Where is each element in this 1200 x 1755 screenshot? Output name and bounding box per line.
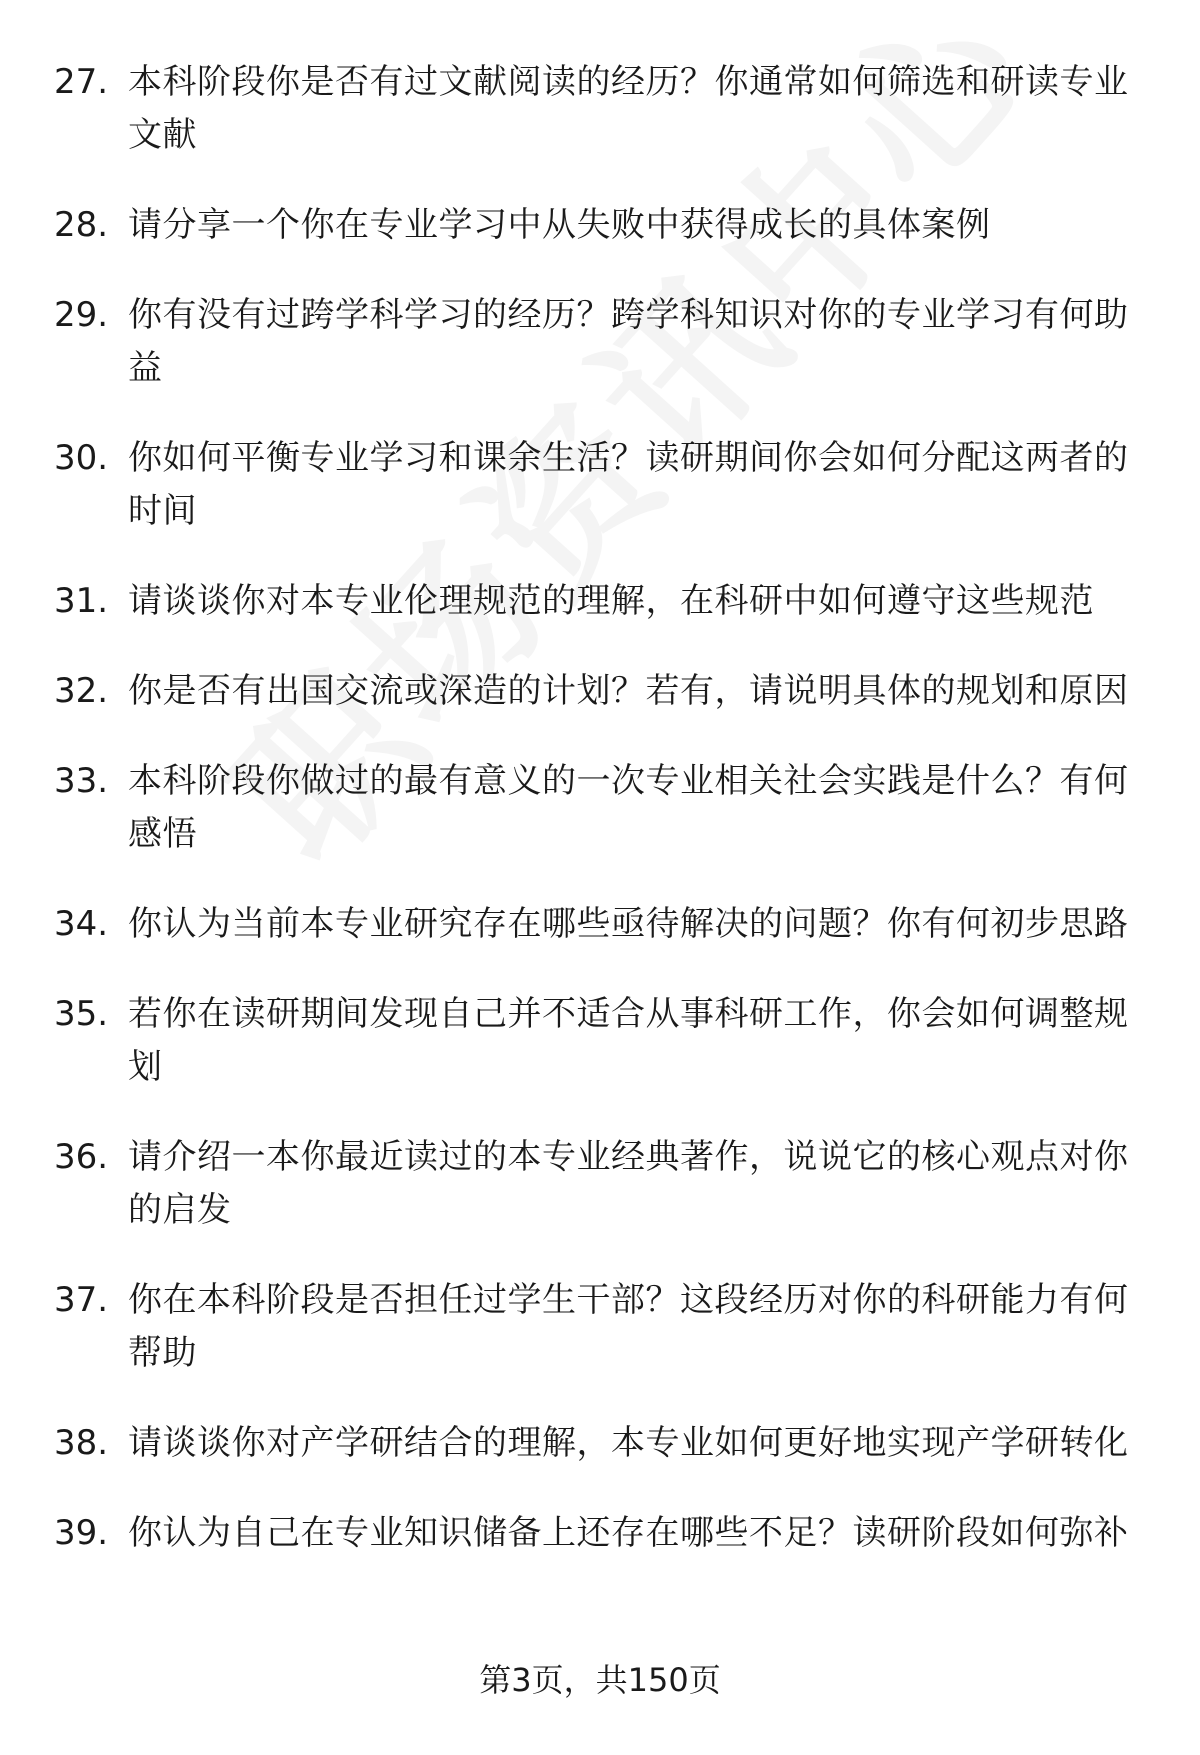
question-text: 你有没有过跨学科学习的经历？跨学科知识对你的专业学习有何助益 <box>128 295 1129 388</box>
question-number: 27. <box>54 62 109 102</box>
question-item <box>0 1131 1200 1237</box>
question-text: 你认为当前本专业研究存在哪些亟待解决的问题？你有何初步思路 <box>128 904 1129 944</box>
question-list <box>0 56 1200 1597</box>
question-item <box>0 432 1200 538</box>
question-text: 你在本科阶段是否担任过学生干部？这段经历对你的科研能力有何帮助 <box>128 1280 1129 1373</box>
question-text: 请谈谈你对本专业伦理规范的理解，在科研中如何遵守这些规范 <box>128 581 1094 621</box>
question-number: 34. <box>54 904 109 944</box>
question-number: 38. <box>54 1423 109 1463</box>
question-text: 请介绍一本你最近读过的本专业经典著作，说说它的核心观点对你的启发 <box>128 1137 1129 1230</box>
question-number: 37. <box>54 1280 109 1320</box>
question-text: 本科阶段你是否有过文献阅读的经历？你通常如何筛选和研读专业文献 <box>128 62 1129 155</box>
question-number: 29. <box>54 295 109 335</box>
question-number: 30. <box>54 438 109 478</box>
question-text: 你如何平衡专业学习和课余生活？读研期间你会如何分配这两者的时间 <box>128 438 1129 531</box>
question-text: 请谈谈你对产学研结合的理解，本专业如何更好地实现产学研转化 <box>128 1423 1129 1463</box>
question-number: 31. <box>54 581 109 621</box>
question-item <box>0 988 1200 1094</box>
question-number: 33. <box>54 761 109 801</box>
question-text: 若你在读研期间发现自己并不适合从事科研工作，你会如何调整规划 <box>128 994 1129 1087</box>
question-item <box>0 1274 1200 1380</box>
page-number-footer: 第3页，共150页 <box>479 1661 721 1699</box>
question-item <box>0 755 1200 861</box>
question-text: 你是否有出国交流或深造的计划？若有，请说明具体的规划和原因 <box>128 671 1129 711</box>
question-text: 本科阶段你做过的最有意义的一次专业相关社会实践是什么？有何感悟 <box>128 761 1129 854</box>
question-number: 35. <box>54 994 109 1034</box>
question-item <box>0 1417 1200 1470</box>
question-item <box>0 289 1200 395</box>
question-item <box>0 575 1200 628</box>
question-item <box>0 1507 1200 1560</box>
question-number: 36. <box>54 1137 109 1177</box>
question-item <box>0 665 1200 718</box>
question-item <box>0 898 1200 951</box>
question-text: 你认为自己在专业知识储备上还存在哪些不足？读研阶段如何弥补 <box>128 1513 1129 1553</box>
question-item <box>0 56 1200 162</box>
question-text: 请分享一个你在专业学习中从失败中获得成长的具体案例 <box>128 205 991 245</box>
question-number: 28. <box>54 205 109 245</box>
question-number: 32. <box>54 671 109 711</box>
question-number: 39. <box>54 1513 109 1553</box>
question-item <box>0 199 1200 252</box>
